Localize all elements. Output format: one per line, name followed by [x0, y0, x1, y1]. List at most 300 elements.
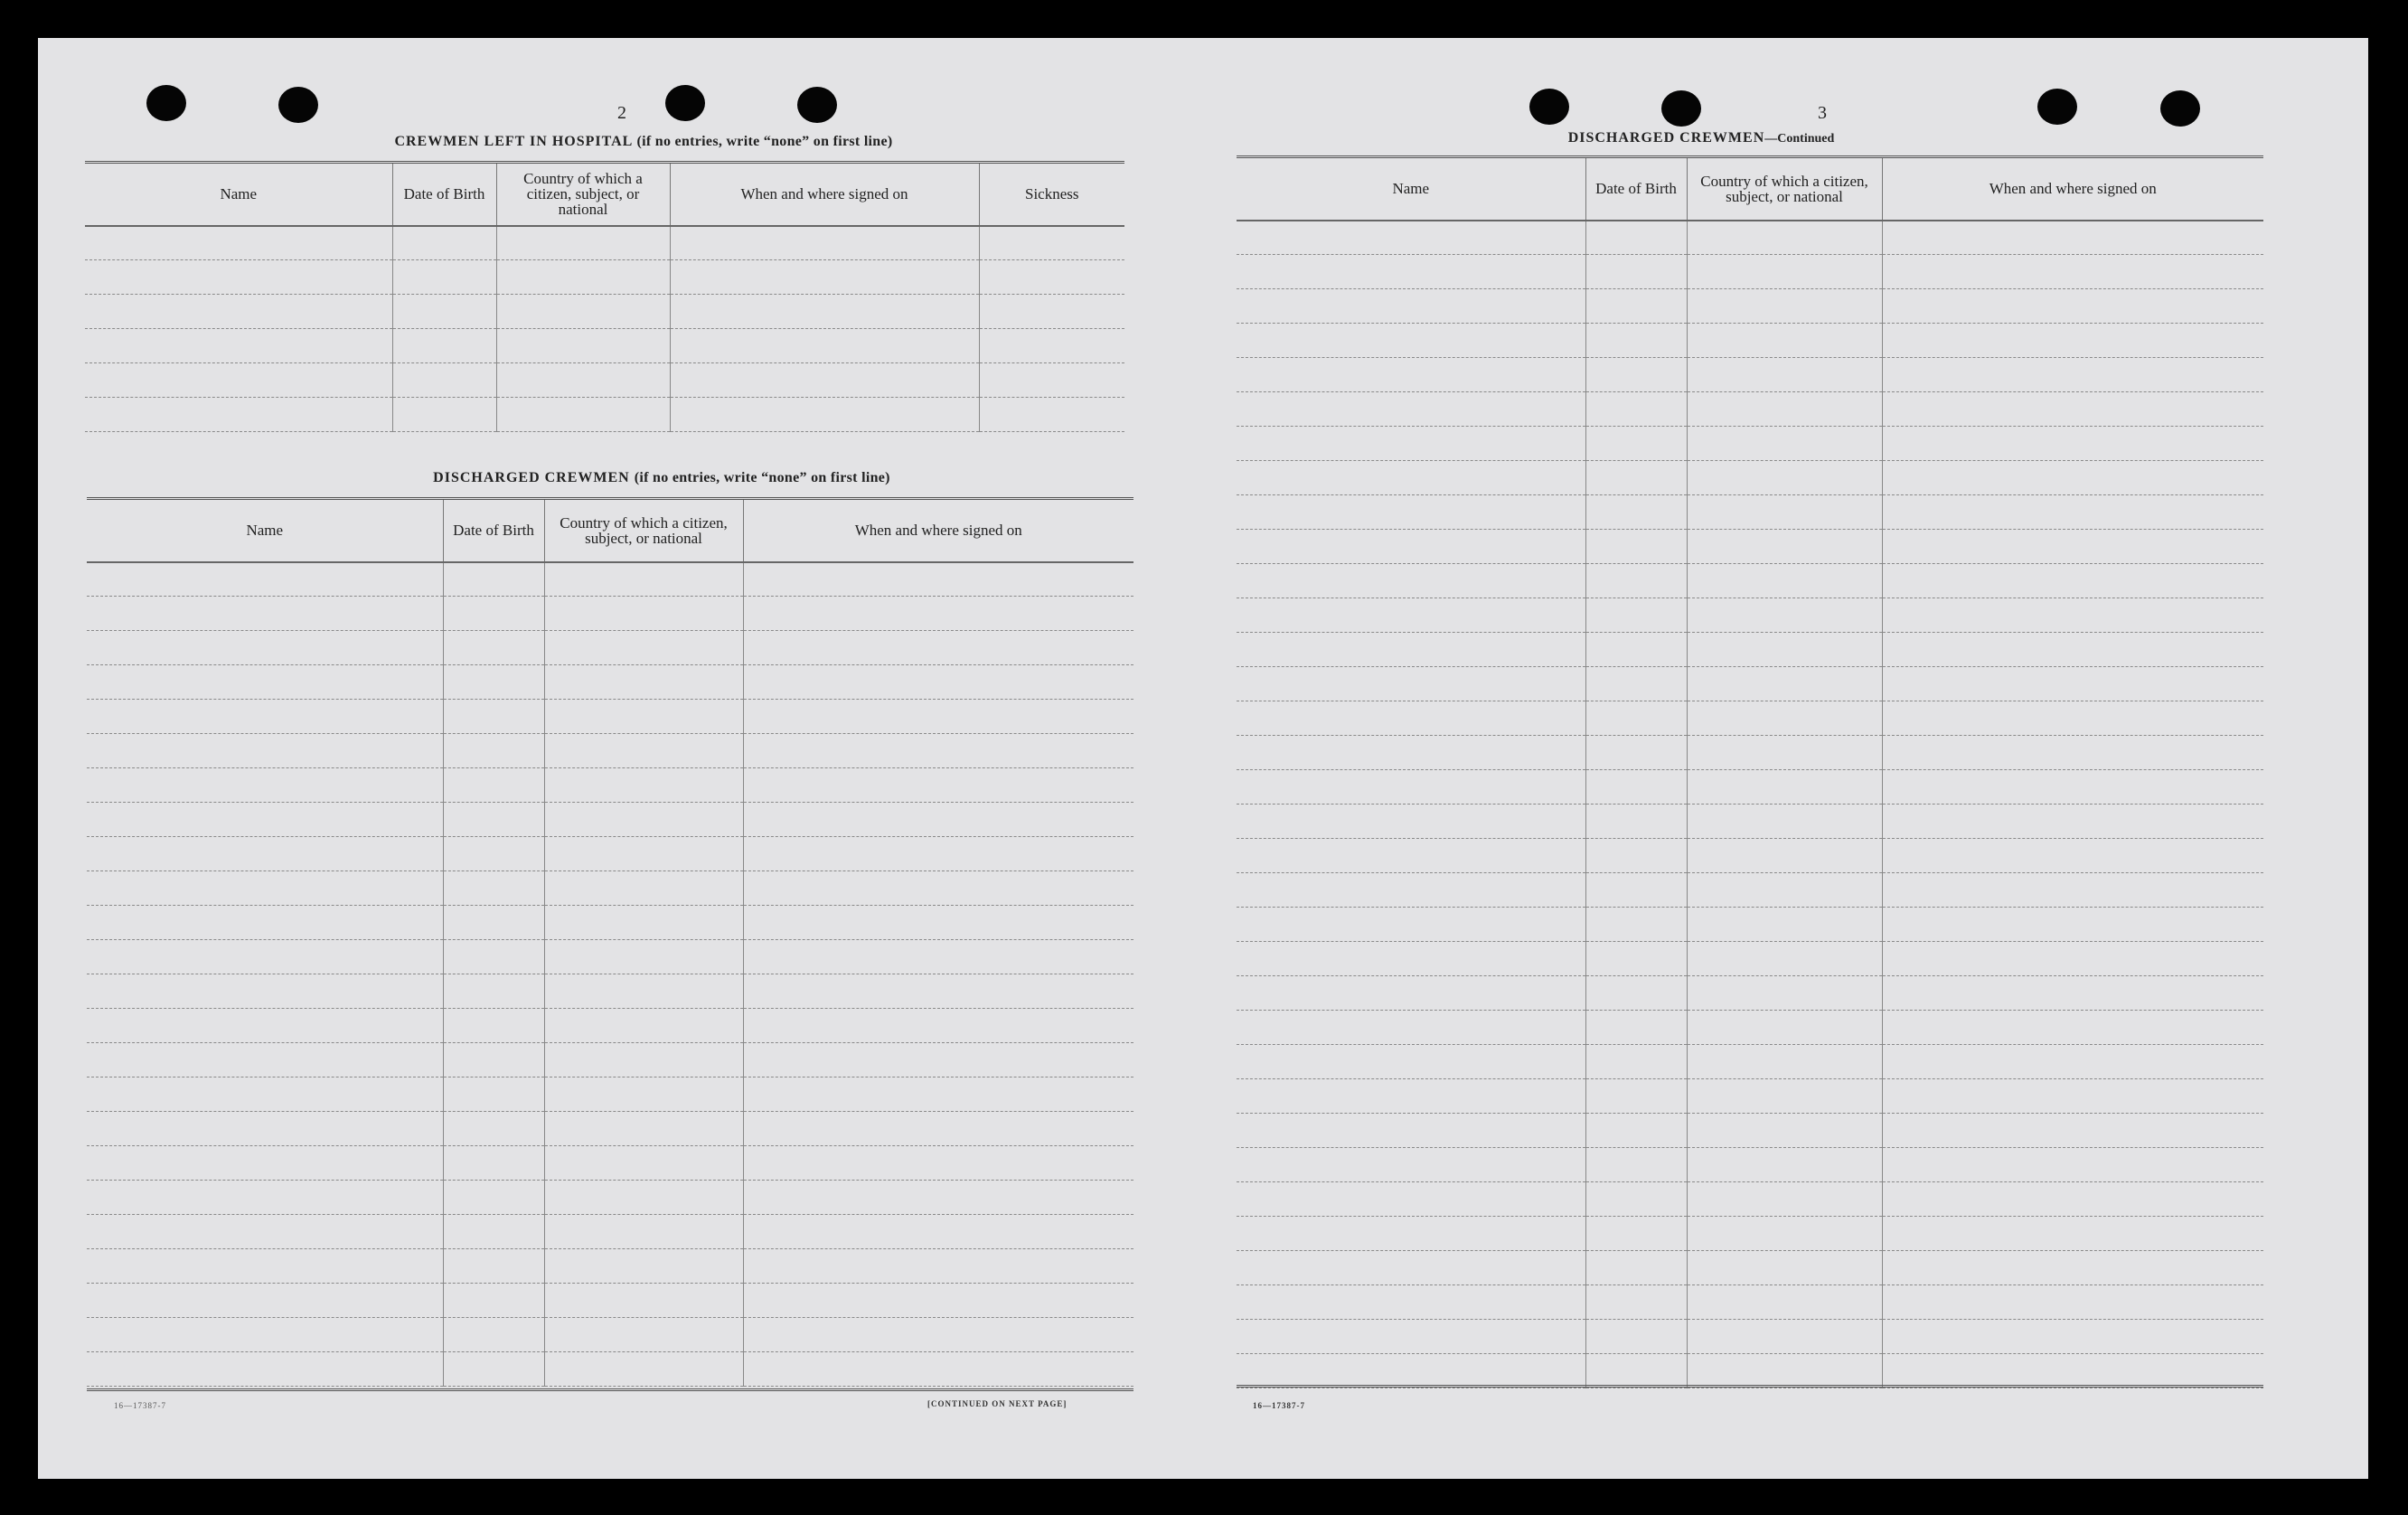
blank-cell[interactable] — [1237, 908, 1585, 942]
blank-cell[interactable] — [1687, 976, 1882, 1011]
blank-cell[interactable] — [443, 1352, 544, 1387]
blank-cell[interactable] — [544, 906, 743, 940]
blank-cell[interactable] — [87, 1318, 443, 1352]
blank-cell[interactable] — [1687, 255, 1882, 289]
blank-row — [1237, 1079, 2263, 1114]
blank-cell[interactable] — [743, 1043, 1133, 1077]
blank-cell[interactable] — [544, 1077, 743, 1112]
blank-row — [87, 768, 1133, 803]
hospital-section-title — [291, 134, 996, 150]
blank-cell[interactable] — [85, 329, 392, 363]
column-header: When and where signed on — [670, 163, 979, 226]
blank-row — [1237, 976, 2263, 1011]
blank-cell[interactable] — [87, 700, 443, 734]
blank-row — [85, 329, 1124, 363]
blank-cell[interactable] — [544, 1215, 743, 1249]
blank-cell[interactable] — [1687, 358, 1882, 392]
blank-cell[interactable] — [1585, 736, 1687, 770]
blank-cell[interactable] — [1585, 221, 1687, 255]
blank-cell[interactable] — [1687, 873, 1882, 908]
blank-cell[interactable] — [1585, 908, 1687, 942]
blank-cell[interactable] — [443, 803, 544, 837]
blank-cell[interactable] — [544, 1043, 743, 1077]
blank-cell[interactable] — [1882, 1011, 2263, 1045]
bottom-rule — [1237, 1385, 2263, 1388]
blank-cell[interactable] — [743, 1112, 1133, 1146]
blank-cell[interactable] — [85, 398, 392, 432]
blank-cell[interactable] — [544, 1146, 743, 1181]
blank-cell[interactable] — [544, 1181, 743, 1215]
blank-cell[interactable] — [443, 1318, 544, 1352]
blank-cell[interactable] — [1585, 805, 1687, 839]
blank-cell[interactable] — [1585, 1354, 1687, 1388]
blank-cell[interactable] — [87, 1284, 443, 1318]
blank-cell[interactable] — [1585, 358, 1687, 392]
blank-cell[interactable] — [743, 1249, 1133, 1284]
blank-cell[interactable] — [1687, 667, 1882, 701]
blank-cell[interactable] — [87, 597, 443, 631]
blank-cell[interactable] — [1882, 1148, 2263, 1182]
blank-cell[interactable] — [1882, 324, 2263, 358]
blank-cell[interactable] — [443, 631, 544, 665]
blank-row — [87, 1043, 1133, 1077]
blank-cell[interactable] — [1687, 1320, 1882, 1354]
blank-cell[interactable] — [743, 1284, 1133, 1318]
blank-cell[interactable] — [743, 1009, 1133, 1043]
blank-cell[interactable] — [443, 1146, 544, 1181]
blank-cell[interactable] — [87, 871, 443, 906]
blank-cell[interactable] — [1585, 427, 1687, 461]
blank-cell[interactable] — [1585, 289, 1687, 324]
blank-cell[interactable] — [1687, 770, 1882, 805]
blank-row — [1237, 598, 2263, 633]
blank-cell[interactable] — [87, 906, 443, 940]
blank-cell[interactable] — [670, 260, 979, 295]
blank-cell[interactable] — [1882, 633, 2263, 667]
blank-cell[interactable] — [496, 329, 670, 363]
blank-cell[interactable] — [1585, 976, 1687, 1011]
blank-row — [1237, 289, 2263, 324]
blank-cell[interactable] — [1882, 736, 2263, 770]
blank-cell[interactable] — [1237, 976, 1585, 1011]
blank-cell[interactable] — [743, 837, 1133, 871]
blank-cell[interactable] — [87, 1077, 443, 1112]
section-heading: CREWMEN LEFT IN HOSPITAL — [394, 134, 633, 149]
blank-cell[interactable] — [443, 906, 544, 940]
blank-cell[interactable] — [443, 1284, 544, 1318]
blank-cell[interactable] — [1687, 495, 1882, 530]
blank-cell[interactable] — [544, 631, 743, 665]
blank-cell[interactable] — [1237, 1251, 1585, 1285]
blank-cell[interactable] — [496, 226, 670, 260]
form-number: 16—17387-7 — [114, 1401, 166, 1410]
blank-cell[interactable] — [544, 1112, 743, 1146]
blank-cell[interactable] — [85, 260, 392, 295]
blank-cell[interactable] — [1585, 770, 1687, 805]
blank-cell[interactable] — [544, 734, 743, 768]
continued-note: [CONTINUED ON NEXT PAGE] — [927, 1399, 1068, 1408]
column-header: Country of which a citizen, subject, or national — [544, 499, 743, 562]
blank-cell[interactable] — [1585, 1011, 1687, 1045]
blank-cell[interactable] — [1237, 255, 1585, 289]
blank-cell[interactable] — [1585, 255, 1687, 289]
blank-cell[interactable] — [85, 295, 392, 329]
blank-cell[interactable] — [1687, 289, 1882, 324]
blank-cell[interactable] — [87, 1112, 443, 1146]
blank-cell[interactable] — [1687, 908, 1882, 942]
blank-cell[interactable] — [496, 295, 670, 329]
blank-cell[interactable] — [1882, 495, 2263, 530]
blank-cell[interactable] — [544, 940, 743, 974]
blank-cell[interactable] — [743, 562, 1133, 597]
blank-cell[interactable] — [1687, 1045, 1882, 1079]
blank-cell[interactable] — [670, 398, 979, 432]
blank-cell[interactable] — [1882, 1217, 2263, 1251]
blank-cell[interactable] — [443, 940, 544, 974]
blank-cell[interactable] — [1237, 1079, 1585, 1114]
blank-cell[interactable] — [1237, 1148, 1585, 1182]
blank-cell[interactable] — [443, 597, 544, 631]
blank-row — [1237, 839, 2263, 873]
blank-cell[interactable] — [1237, 633, 1585, 667]
blank-cell[interactable] — [443, 1181, 544, 1215]
blank-cell[interactable] — [1687, 324, 1882, 358]
blank-cell[interactable] — [443, 1009, 544, 1043]
blank-cell[interactable] — [496, 260, 670, 295]
blank-cell[interactable] — [743, 906, 1133, 940]
blank-cell[interactable] — [544, 837, 743, 871]
blank-cell[interactable] — [1687, 736, 1882, 770]
blank-cell[interactable] — [1882, 289, 2263, 324]
blank-cell[interactable] — [1882, 1045, 2263, 1079]
blank-cell[interactable] — [87, 734, 443, 768]
blank-cell[interactable] — [443, 700, 544, 734]
blank-cell[interactable] — [743, 734, 1133, 768]
blank-cell[interactable] — [1237, 358, 1585, 392]
blank-cell[interactable] — [1585, 1182, 1687, 1217]
blank-cell[interactable] — [1687, 701, 1882, 736]
blank-cell[interactable] — [1687, 1148, 1882, 1182]
blank-row — [87, 871, 1133, 906]
blank-cell[interactable] — [1687, 1251, 1882, 1285]
blank-cell[interactable] — [743, 1352, 1133, 1387]
blank-cell[interactable] — [1585, 1251, 1687, 1285]
blank-cell[interactable] — [87, 1352, 443, 1387]
blank-cell[interactable] — [979, 226, 1124, 260]
blank-cell[interactable] — [743, 597, 1133, 631]
blank-cell[interactable] — [1882, 1079, 2263, 1114]
blank-cell[interactable] — [1687, 1285, 1882, 1320]
blank-cell[interactable] — [443, 871, 544, 906]
blank-cell[interactable] — [1687, 1011, 1882, 1045]
blank-cell[interactable] — [1237, 736, 1585, 770]
blank-cell[interactable] — [1585, 1148, 1687, 1182]
blank-cell[interactable] — [1237, 1114, 1585, 1148]
blank-cell[interactable] — [1882, 1114, 2263, 1148]
blank-cell[interactable] — [979, 260, 1124, 295]
blank-cell[interactable] — [392, 398, 496, 432]
blank-cell[interactable] — [443, 1043, 544, 1077]
blank-cell[interactable] — [1585, 530, 1687, 564]
blank-row — [1237, 942, 2263, 976]
blank-row — [1237, 736, 2263, 770]
blank-cell[interactable] — [1585, 1285, 1687, 1320]
blank-cell[interactable] — [1687, 839, 1882, 873]
blank-cell[interactable] — [87, 631, 443, 665]
blank-cell[interactable] — [1882, 1182, 2263, 1217]
blank-cell[interactable] — [1585, 392, 1687, 427]
blank-cell[interactable] — [1237, 701, 1585, 736]
blank-cell[interactable] — [1237, 221, 1585, 255]
blank-cell[interactable] — [544, 803, 743, 837]
blank-cell[interactable] — [743, 631, 1133, 665]
blank-cell[interactable] — [1237, 324, 1585, 358]
blank-cell[interactable] — [1687, 633, 1882, 667]
blank-cell[interactable] — [496, 398, 670, 432]
blank-cell[interactable] — [1687, 1217, 1882, 1251]
blank-cell[interactable] — [1585, 1320, 1687, 1354]
blank-cell[interactable] — [743, 871, 1133, 906]
blank-cell[interactable] — [1882, 392, 2263, 427]
blank-cell[interactable] — [443, 1215, 544, 1249]
blank-cell[interactable] — [1882, 255, 2263, 289]
blank-cell[interactable] — [1882, 908, 2263, 942]
blank-cell[interactable] — [1237, 495, 1585, 530]
blank-cell[interactable] — [1585, 1079, 1687, 1114]
blank-cell[interactable] — [743, 1181, 1133, 1215]
blank-cell[interactable] — [544, 871, 743, 906]
blank-cell[interactable] — [1585, 564, 1687, 598]
blank-cell[interactable] — [670, 363, 979, 398]
blank-cell[interactable] — [1687, 1182, 1882, 1217]
blank-cell[interactable] — [1585, 942, 1687, 976]
blank-cell[interactable] — [1882, 564, 2263, 598]
blank-cell[interactable] — [87, 803, 443, 837]
blank-cell[interactable] — [392, 329, 496, 363]
blank-cell[interactable] — [1687, 1354, 1882, 1388]
blank-row — [1237, 1148, 2263, 1182]
blank-cell[interactable] — [1687, 427, 1882, 461]
blank-cell[interactable] — [1237, 770, 1585, 805]
blank-cell[interactable] — [1237, 873, 1585, 908]
blank-cell[interactable] — [743, 1146, 1133, 1181]
blank-cell[interactable] — [85, 363, 392, 398]
discharged-continued-table — [1237, 155, 2263, 1388]
blank-cell[interactable] — [544, 1352, 743, 1387]
blank-cell[interactable] — [1687, 1079, 1882, 1114]
blank-cell[interactable] — [743, 803, 1133, 837]
blank-cell[interactable] — [1882, 942, 2263, 976]
blank-cell[interactable] — [392, 295, 496, 329]
blank-cell[interactable] — [1882, 1320, 2263, 1354]
blank-cell[interactable] — [544, 768, 743, 803]
blank-row — [1237, 1354, 2263, 1388]
blank-cell[interactable] — [1237, 1045, 1585, 1079]
blank-cell[interactable] — [1237, 1285, 1585, 1320]
blank-cell[interactable] — [1687, 942, 1882, 976]
blank-cell[interactable] — [1882, 770, 2263, 805]
blank-cell[interactable] — [1585, 495, 1687, 530]
blank-cell[interactable] — [1585, 324, 1687, 358]
blank-cell[interactable] — [1882, 221, 2263, 255]
blank-cell[interactable] — [1882, 976, 2263, 1011]
blank-cell[interactable] — [443, 665, 544, 700]
blank-cell[interactable] — [392, 363, 496, 398]
blank-cell[interactable] — [1882, 1285, 2263, 1320]
blank-cell[interactable] — [1882, 805, 2263, 839]
blank-cell[interactable] — [87, 1249, 443, 1284]
blank-cell[interactable] — [1687, 530, 1882, 564]
blank-cell[interactable] — [392, 226, 496, 260]
blank-cell[interactable] — [1585, 667, 1687, 701]
blank-cell[interactable] — [87, 562, 443, 597]
blank-cell[interactable] — [443, 974, 544, 1009]
blank-row — [87, 906, 1133, 940]
blank-row — [1237, 530, 2263, 564]
blank-cell[interactable] — [1237, 805, 1585, 839]
blank-cell[interactable] — [544, 665, 743, 700]
blank-cell[interactable] — [1882, 839, 2263, 873]
blank-cell[interactable] — [87, 940, 443, 974]
blank-cell[interactable] — [87, 768, 443, 803]
blank-cell[interactable] — [1237, 530, 1585, 564]
blank-cell[interactable] — [1237, 427, 1585, 461]
blank-cell[interactable] — [743, 1318, 1133, 1352]
blank-row — [87, 597, 1133, 631]
blank-cell[interactable] — [1687, 392, 1882, 427]
blank-cell[interactable] — [1237, 1354, 1585, 1388]
blank-row — [1237, 358, 2263, 392]
blank-cell[interactable] — [1687, 598, 1882, 633]
blank-cell[interactable] — [1585, 1217, 1687, 1251]
blank-cell[interactable] — [670, 295, 979, 329]
column-header: When and where signed on — [1882, 157, 2263, 221]
blank-cell[interactable] — [443, 562, 544, 597]
blank-cell[interactable] — [544, 562, 743, 597]
blank-cell[interactable] — [1237, 1217, 1585, 1251]
blank-cell[interactable] — [743, 768, 1133, 803]
blank-cell[interactable] — [1882, 701, 2263, 736]
blank-cell[interactable] — [743, 700, 1133, 734]
blank-cell[interactable] — [1237, 461, 1585, 495]
blank-cell[interactable] — [670, 226, 979, 260]
blank-cell[interactable] — [670, 329, 979, 363]
blank-cell[interactable] — [1237, 1011, 1585, 1045]
blank-cell[interactable] — [1882, 427, 2263, 461]
blank-cell[interactable] — [87, 1043, 443, 1077]
blank-cell[interactable] — [1882, 461, 2263, 495]
blank-cell[interactable] — [443, 1077, 544, 1112]
blank-cell[interactable] — [979, 398, 1124, 432]
blank-cell[interactable] — [1882, 667, 2263, 701]
blank-cell[interactable] — [87, 1215, 443, 1249]
blank-row — [87, 1077, 1133, 1112]
blank-cell[interactable] — [1237, 1320, 1585, 1354]
blank-cell[interactable] — [1585, 873, 1687, 908]
column-header: Date of Birth — [443, 499, 544, 562]
blank-cell[interactable] — [544, 974, 743, 1009]
blank-cell[interactable] — [87, 665, 443, 700]
blank-cell[interactable] — [1237, 598, 1585, 633]
blank-row — [1237, 495, 2263, 530]
blank-cell[interactable] — [1687, 564, 1882, 598]
blank-cell[interactable] — [979, 329, 1124, 363]
blank-cell[interactable] — [1585, 633, 1687, 667]
blank-cell[interactable] — [1585, 461, 1687, 495]
blank-cell[interactable] — [443, 837, 544, 871]
blank-cell[interactable] — [1882, 1251, 2263, 1285]
form-sheet — [38, 38, 2368, 1479]
blank-cell[interactable] — [85, 226, 392, 260]
blank-cell[interactable] — [87, 974, 443, 1009]
blank-cell[interactable] — [1237, 667, 1585, 701]
blank-cell[interactable] — [87, 1181, 443, 1215]
blank-cell[interactable] — [87, 837, 443, 871]
blank-cell[interactable] — [443, 734, 544, 768]
blank-cell[interactable] — [1585, 839, 1687, 873]
blank-cell[interactable] — [87, 1146, 443, 1181]
blank-cell[interactable] — [544, 1284, 743, 1318]
blank-cell[interactable] — [743, 974, 1133, 1009]
blank-cell[interactable] — [1237, 1182, 1585, 1217]
blank-cell[interactable] — [1687, 805, 1882, 839]
blank-cell[interactable] — [743, 1215, 1133, 1249]
blank-row — [1237, 1011, 2263, 1045]
blank-row — [87, 940, 1133, 974]
discharged-table — [87, 497, 1133, 1387]
blank-cell[interactable] — [443, 768, 544, 803]
blank-cell[interactable] — [1237, 289, 1585, 324]
blank-cell[interactable] — [743, 665, 1133, 700]
blank-cell[interactable] — [1687, 461, 1882, 495]
blank-cell[interactable] — [1237, 839, 1585, 873]
blank-cell[interactable] — [1882, 598, 2263, 633]
blank-cell[interactable] — [544, 700, 743, 734]
blank-cell[interactable] — [1882, 1354, 2263, 1388]
blank-cell[interactable] — [1585, 598, 1687, 633]
blank-cell[interactable] — [544, 1249, 743, 1284]
blank-cell[interactable] — [1687, 221, 1882, 255]
blank-cell[interactable] — [1585, 701, 1687, 736]
blank-cell[interactable] — [979, 363, 1124, 398]
blank-cell[interactable] — [1237, 392, 1585, 427]
blank-cell[interactable] — [1585, 1045, 1687, 1079]
blank-cell[interactable] — [544, 1009, 743, 1043]
blank-cell[interactable] — [1882, 358, 2263, 392]
blank-cell[interactable] — [1585, 1114, 1687, 1148]
blank-cell[interactable] — [496, 363, 670, 398]
blank-cell[interactable] — [1687, 1114, 1882, 1148]
blank-cell[interactable] — [544, 597, 743, 631]
blank-cell[interactable] — [392, 260, 496, 295]
blank-row — [85, 260, 1124, 295]
blank-cell[interactable] — [544, 1318, 743, 1352]
blank-cell[interactable] — [443, 1112, 544, 1146]
blank-cell[interactable] — [1882, 873, 2263, 908]
blank-cell[interactable] — [1237, 564, 1585, 598]
blank-cell[interactable] — [1237, 942, 1585, 976]
blank-cell[interactable] — [1882, 530, 2263, 564]
blank-row — [87, 665, 1133, 700]
blank-cell[interactable] — [979, 295, 1124, 329]
blank-cell[interactable] — [743, 1077, 1133, 1112]
blank-cell[interactable] — [87, 1009, 443, 1043]
form-number: 16—17387-7 — [1253, 1401, 1305, 1410]
blank-row — [1237, 392, 2263, 427]
blank-cell[interactable] — [443, 1249, 544, 1284]
blank-row — [1237, 1114, 2263, 1148]
blank-cell[interactable] — [743, 940, 1133, 974]
